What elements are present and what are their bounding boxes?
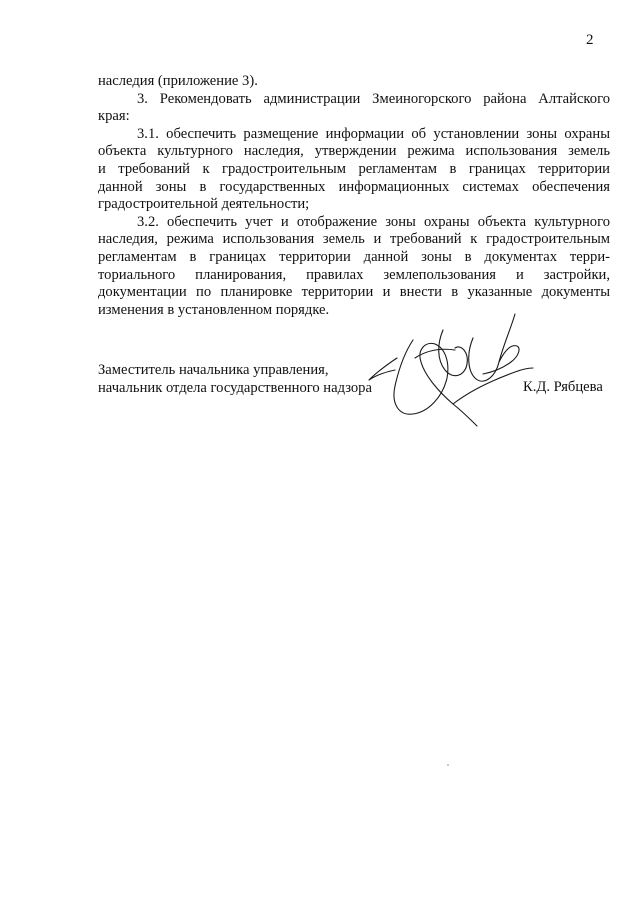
scan-speck bbox=[447, 764, 449, 766]
signatory-title-line-1: Заместитель начальника управления, bbox=[98, 362, 329, 378]
paragraph-3-1-line: объекта культурного наследия, утверждении режима использования земель bbox=[98, 143, 610, 160]
paragraph-3-line: 3. Рекомендовать администрации Змеиногорского района Алтайского bbox=[137, 90, 610, 107]
paragraph-3-1-line: 3.1. обеспечить размещение информации об установлении зоны охраны bbox=[137, 125, 610, 142]
signature-stroke bbox=[369, 358, 397, 380]
signature-stroke bbox=[453, 368, 533, 404]
signature-stroke bbox=[394, 340, 477, 426]
paragraph-3-2-line: регламентам в границах территории данной зоны в документах терри- bbox=[98, 248, 610, 265]
paragraph-3-2-line: 3.2. обеспечить учет и отображение зоны охраны объекта культурного bbox=[137, 213, 610, 230]
paragraph-2-continuation: наследия (приложение 3). bbox=[98, 73, 258, 89]
document-body bbox=[98, 73, 610, 319]
signature-stroke bbox=[483, 346, 519, 374]
paragraph-3-2-line: ториального планирования, правилах землепользования и застройки, bbox=[98, 266, 610, 283]
page-number: 2 bbox=[586, 32, 594, 48]
paragraph-3-1-line: данной зоны в государственных информационных системах обеспечения bbox=[98, 178, 610, 195]
signature-stroke bbox=[469, 314, 515, 381]
paragraph-3-2-line: документации по планировке территории и внести в указанные документы bbox=[98, 284, 610, 301]
paragraph-3-2-line: наследия, режима использования земель и требований к градостроительным bbox=[98, 231, 610, 248]
signature-stroke bbox=[439, 330, 468, 376]
paragraph-3-line: края: bbox=[98, 108, 130, 125]
signatory-title-line-2: начальник отдела государственного надзора bbox=[98, 379, 372, 396]
signatory-name: К.Д. Рябцева bbox=[523, 379, 603, 395]
paragraph-3-1-line: градостроительной деятельности; bbox=[98, 196, 310, 213]
paragraph-3-1-line: и требований к градостроительным регламентам в границах территории bbox=[98, 160, 610, 177]
handwritten-signature bbox=[355, 300, 535, 435]
paragraph-3-2-line: изменения в установленном порядке. bbox=[98, 301, 330, 318]
